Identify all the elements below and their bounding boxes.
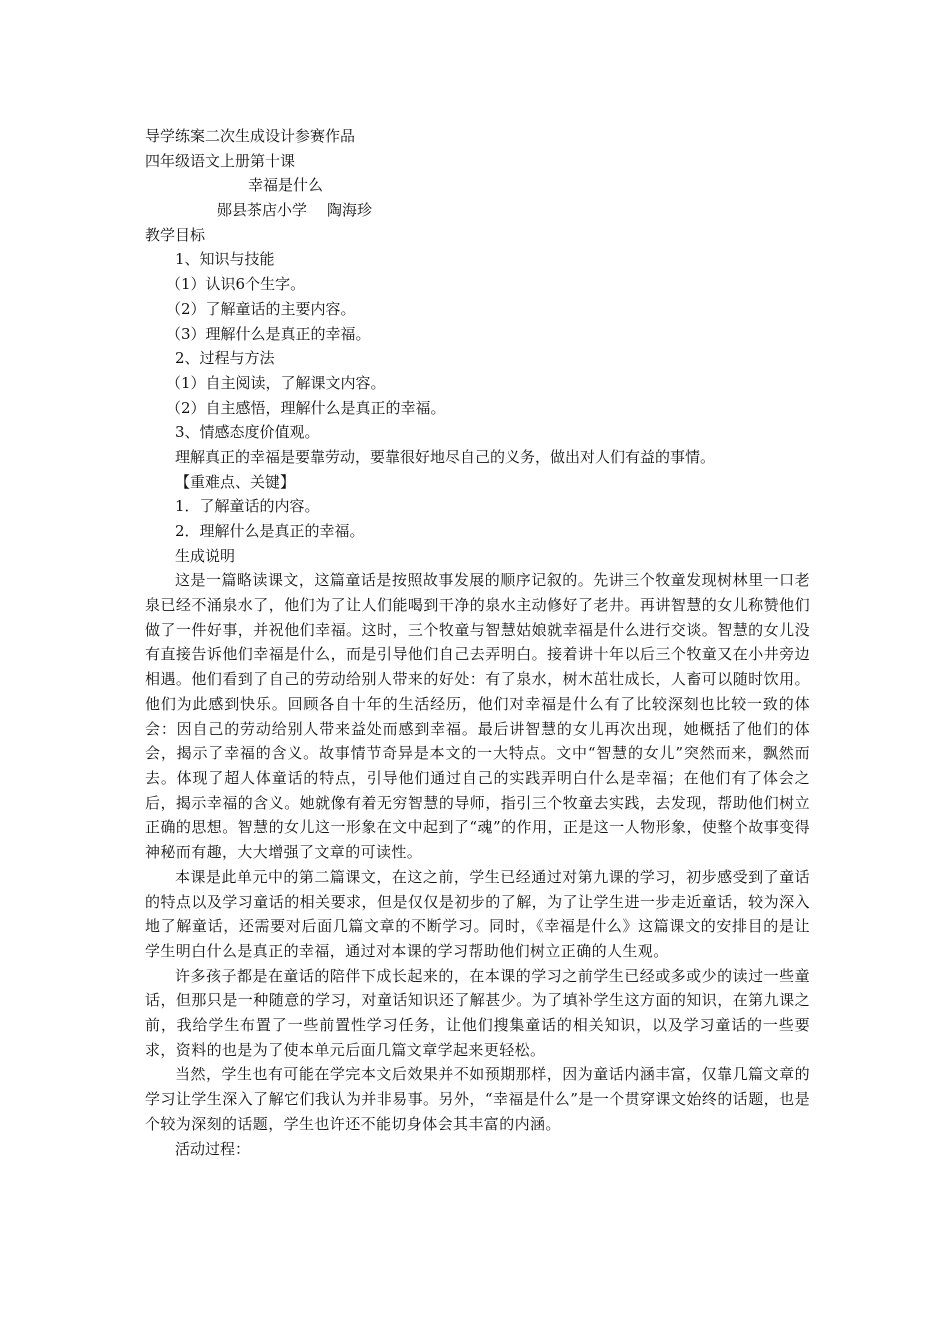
goal1-item: （1）认识6个生字。 (166, 275, 306, 294)
body-paragraph: 本课是此单元中的第二篇课文，在这之前，学生已经通过对第九课的学习，初步感受到了童话的特点以及学习童话的相关要求，但是仅仅是初步的了解，为了让学生进一步走近童话，较为深入地了解童话，还需要对后面几篇文章的不断学习。同时，《幸福是什么》这篇课文的安排目的是让学生明白什么是真正的幸福，通过对本课的学习帮助他们树立正确的人生观。 (145, 867, 810, 960)
goal1-item: （2）了解童话的主要内容。 (166, 299, 356, 318)
author-line (145, 198, 810, 223)
goal1-item: （3）理解什么是真正的幸福。 (166, 324, 371, 343)
generation-heading: 生成说明 (175, 546, 236, 565)
goal3-heading: 3、情感态度价值观。 (175, 423, 320, 442)
key-point-item: 2．理解什么是真正的幸福。 (175, 522, 365, 540)
goal2-item: （2）自主感悟，理解什么是真正的幸福。 (166, 398, 446, 417)
lesson-title: 幸福是什么 (248, 176, 324, 195)
author-name: 陶海珍 (327, 201, 373, 220)
body-paragraph: 这是一篇略读课文，这篇童话是按照故事发展的顺序记叙的。先讲三个牧童发现树林里一口老泉已经不涌泉水了，他们为了让人们能喝到干净的泉水主动修好了老井。再讲智慧的女儿称赞他们做了一件好事，并祝他们幸福。这时，三个牧童与智慧姑娘就幸福是什么进行交谈。智慧的女儿没有直接告诉他们幸福是什么，而是引导他们自己去弄明白。接着讲十年以后三个牧童又在小井旁边相遇。他们看到了自己的劳动给别人带来的好处：有了泉水，树木茁壮成长，人畜可以随时饮用。他们为此感到快乐。回顾各自十年的生活经历，他们对幸福是什么有了比较深刻也比较一致的体会：因自己的劳动给别人带来益处而感到幸福。最后讲智慧的女儿再次出现，她概括了他们的体会，揭示了幸福的含义。故事情节奇异是本文的一大特点。文中“智慧的女儿”突然而来，飘然而去。体现了超人体童话的特点，引导他们通过自己的实践弄明白什么是幸福；在他们有了体会之后，揭示幸福的含义。她就像有着无穷智慧的导师，指引三个牧童去实践，去发现，帮助他们树立正确的思想。智慧的女儿这一形象在文中起到了“魂”的作用，正是这一人物形象，使整个故事变得神秘而有趣，大大增强了文章的可读性。 (145, 571, 810, 862)
header-line-2: 四年级语文上册第十课 (145, 151, 296, 170)
key-points-heading: 【重难点、关键】 (175, 472, 296, 491)
body-paragraph: 许多孩子都是在童话的陪伴下成长起来的，在本课的学习之前学生已经或多或少的读过一些童话，但那只是一种随意的学习，对童话知识还了解甚少。为了填补学生这方面的知识，在第九课之前，我给学生布置了一些前置性学习任务，让他们搜集童话的相关知识，以及学习童话的一些要求，资料的也是为了使本单元后面几篇文章学起来更轻松。 (145, 966, 810, 1059)
section-goals-heading: 教学目标 (145, 225, 206, 244)
key-point-item: 1．了解童话的内容。 (175, 497, 320, 516)
goal3-text: 理解真正的幸福是要靠劳动，要靠很好地尽自己的义务，做出对人们有益的事情。 (175, 447, 716, 466)
header-line-1: 导学练案二次生成设计参赛作品 (145, 127, 356, 145)
document-body (145, 124, 810, 1161)
goal2-item: （1）自主阅读，了解课文内容。 (166, 373, 386, 392)
school-name: 郧县茶店小学 (217, 201, 308, 220)
goal1-heading: 1、知识与技能 (175, 250, 275, 269)
goal2-heading: 2、过程与方法 (175, 349, 275, 368)
activity-heading: 活动过程： (175, 1139, 251, 1158)
body-paragraph: 当然，学生也有可能在学完本文后效果并不如预期那样，因为童话内涵丰富，仅靠几篇文章的学习让学生深入了解它们我认为并非易事。另外，“幸福是什么”是一个贯穿课文始终的话题，也是个较为深刻的话题，学生也许还不能切身体会其丰富的内涵。 (145, 1065, 810, 1133)
